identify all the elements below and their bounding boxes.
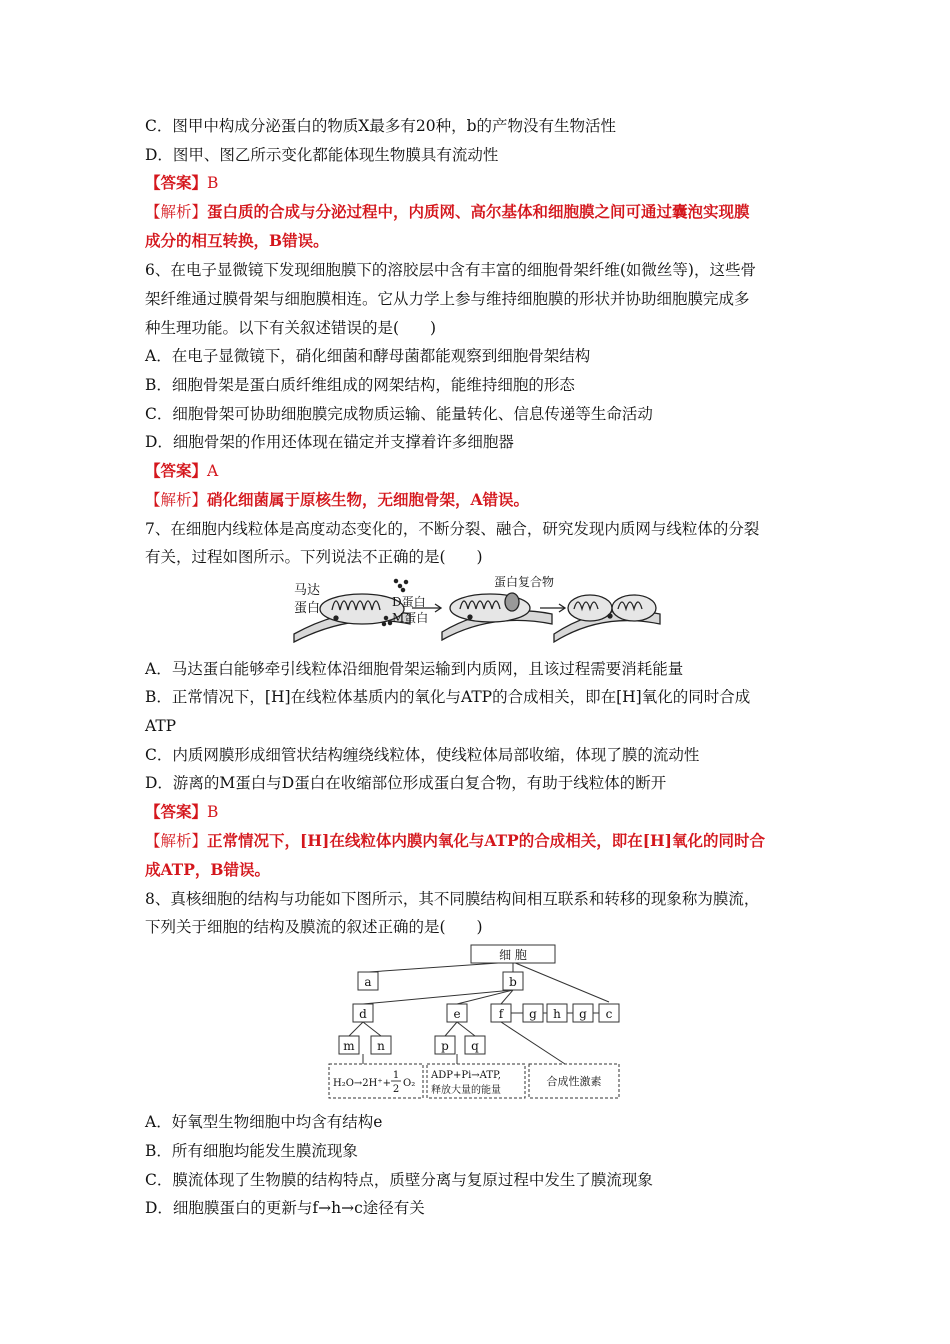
question-7-line2: 有关，过程如图所示。下列说法不正确的是( )	[145, 548, 483, 566]
line-d5: D．图甲、图乙所示变化都能体现生物膜具有流动性	[145, 146, 499, 164]
option-6c: C．细胞骨架可协助细胞膜完成物质运输、能量转化、信息传递等生命活动	[145, 405, 653, 423]
d-protein-label: D蛋白	[392, 595, 426, 609]
option-8a: A．好氧型生物细胞中均含有结构e	[145, 1113, 383, 1131]
protein-complex	[505, 593, 519, 611]
svg-text:p: p	[441, 1039, 449, 1053]
svg-text:O₂: O₂	[403, 1078, 416, 1089]
option-8d: D．细胞膜蛋白的更新与f→h→c途径有关	[145, 1199, 425, 1217]
svg-text:ADP+Pi→ATP,: ADP+Pi→ATP,	[431, 1070, 501, 1081]
svg-text:b: b	[509, 975, 517, 989]
option-6a: A．在电子显微镜下，硝化细菌和酵母菌都能观察到细胞骨架结构	[145, 347, 591, 365]
line-c5: C．图甲中构成分泌蛋白的物质X最多有20种，b的产物没有生物活性	[145, 117, 617, 135]
option-7d: D．游离的M蛋白与D蛋白在收缩部位形成蛋白复合物，有助于线粒体的断开	[145, 774, 667, 792]
svg-text:h: h	[553, 1007, 561, 1021]
question-6-line3: 种生理功能。以下有关叙述错误的是( )	[145, 319, 437, 337]
svg-text:g: g	[579, 1007, 587, 1021]
question-8-line2: 下列关于细胞的结构及膜流的叙述正确的是( )	[145, 918, 483, 936]
svg-text:细 胞: 细 胞	[499, 948, 527, 962]
svg-text:a: a	[364, 975, 372, 989]
cell-structure-tree	[325, 942, 625, 1102]
option-7b-cont: ATP	[145, 717, 177, 735]
analysis-5-cont: 成分的相互转换，B错误。	[145, 231, 329, 250]
svg-text:f: f	[498, 1007, 504, 1021]
protein-complex-label: 蛋白复合物	[494, 575, 555, 589]
option-7c: C．内质网膜形成细管状结构缠绕线粒体，使线粒体局部收缩，体现了膜的流动性	[145, 746, 700, 764]
option-8c: C．膜流体现了生物膜的结构特点，质壁分离与复原过程中发生了膜流现象	[145, 1171, 653, 1189]
analysis-7: 【解析】正常情况下，[H]在线粒体内膜内氧化与ATP的合成相关，即在[H]氧化的同时合	[145, 831, 766, 850]
option-6b: B．细胞骨架是蛋白质纤维组成的网架结构，能维持细胞的形态	[145, 376, 575, 394]
svg-text:蛋白: 蛋白	[294, 601, 321, 616]
svg-text:2: 2	[392, 1084, 400, 1095]
question-6-line2: 架纤维通过膜骨架与细胞膜相连。它从力学上参与维持细胞膜的形状并协助细胞膜完成多	[145, 290, 750, 308]
svg-text:释放大量的能量: 释放大量的能量	[431, 1085, 501, 1096]
svg-text:n: n	[377, 1039, 385, 1053]
svg-text:q: q	[471, 1039, 479, 1053]
answer-6: 【答案】A	[145, 461, 219, 480]
answer-5: 【答案】B	[145, 173, 219, 192]
svg-text:e: e	[453, 1007, 461, 1021]
m-protein-label: M蛋白	[392, 611, 429, 625]
svg-text:1: 1	[392, 1070, 400, 1081]
question-7-line1: 7、在细胞内线粒体是高度动态变化的，不断分裂、融合，研究发现内质网与线粒体的分裂	[145, 520, 760, 538]
option-7b: B．正常情况下，[H]在线粒体基质内的氧化与ATP的合成相关，即在[H]氧化的同时合成	[145, 688, 751, 706]
option-7a: A．马达蛋白能够牵引线粒体沿细胞骨架运输到内质网，且该过程需要消耗能量	[145, 660, 684, 678]
question-8-line1: 8、真核细胞的结构与功能如下图所示，其不同膜结构间相互联系和转移的现象称为膜流，	[145, 890, 760, 908]
svg-text:d: d	[359, 1007, 367, 1021]
answer-7: 【答案】B	[145, 802, 219, 821]
svg-text:c: c	[605, 1007, 613, 1021]
svg-text:g: g	[529, 1007, 537, 1021]
option-6d: D．细胞骨架的作用还体现在锚定并支撑着许多细胞器	[145, 433, 514, 451]
analysis-6: 【解析】硝化细菌属于原核生物，无细胞骨架，A错误。	[145, 490, 530, 509]
option-8b: B．所有细胞均能发生膜流现象	[145, 1142, 358, 1160]
mitochondria-division-figure	[292, 572, 662, 644]
analysis-5: 【解析】蛋白质的合成与分泌过程中，内质网、高尔基体和细胞膜之间可通过囊泡实现膜	[145, 202, 750, 221]
motor-protein-label: 马达	[294, 583, 321, 598]
svg-text:合成性激素: 合成性激素	[546, 1075, 602, 1088]
svg-text:H₂O→2H⁺+: H₂O→2H⁺+	[333, 1078, 392, 1089]
question-6-line1: 6、在电子显微镜下发现细胞膜下的溶胶层中含有丰富的细胞骨架纤维(如微丝等)，这些骨	[145, 261, 756, 279]
svg-text:m: m	[343, 1039, 355, 1053]
analysis-7-cont: 成ATP，B错误。	[145, 860, 270, 879]
